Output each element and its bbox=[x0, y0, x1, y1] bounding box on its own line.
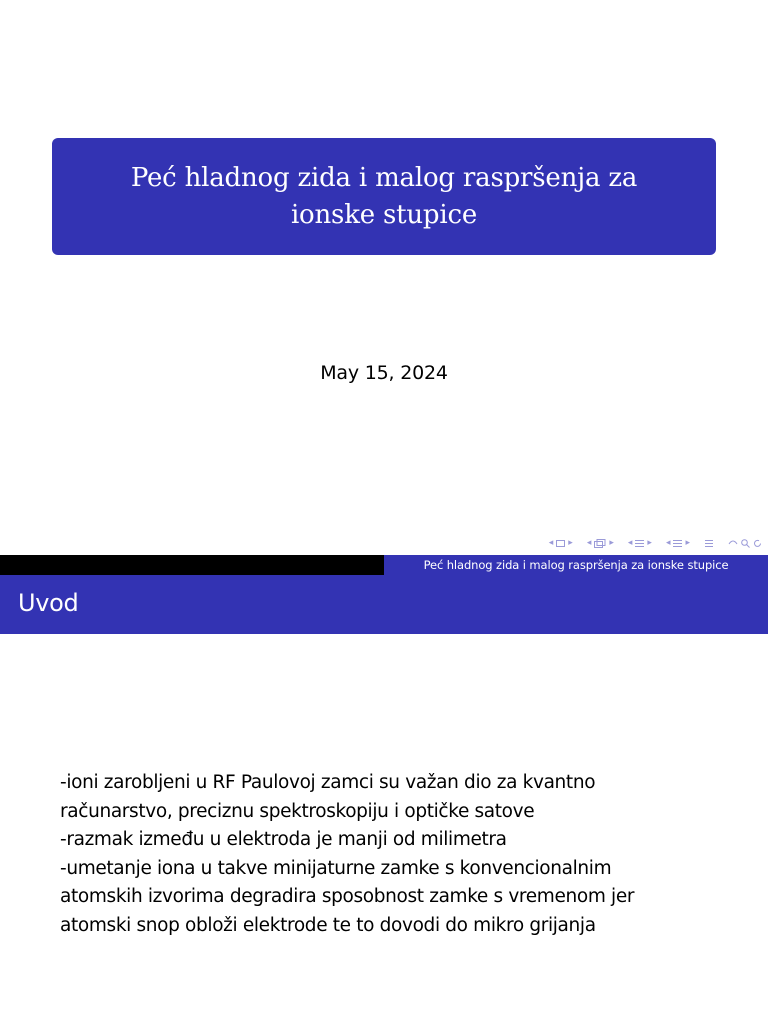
body-line: računarstvo, preciznu spektroskopiju i optičke satove bbox=[60, 800, 535, 822]
nav-search[interactable] bbox=[728, 539, 762, 548]
subsection-icon[interactable] bbox=[635, 539, 644, 548]
search-icon[interactable] bbox=[741, 539, 750, 548]
headline-bar bbox=[0, 555, 768, 575]
title-box bbox=[52, 138, 716, 255]
body-line: -razmak između u elektroda je manji od milimetra bbox=[60, 829, 507, 850]
nav-slide[interactable] bbox=[549, 538, 573, 548]
arrow-left-icon[interactable]: ◂ bbox=[548, 538, 554, 548]
refresh-icon[interactable] bbox=[753, 539, 762, 548]
arrow-left-icon[interactable]: ◂ bbox=[586, 538, 592, 548]
body-line: -ioni zarobljeni u RF Paulovoj zamci su važan dio za kvantno bbox=[60, 772, 596, 793]
presentation-date: May 15, 2024 bbox=[320, 362, 448, 384]
body-line: atomskih izvorima degradira sposobnost zamke s vremenom jer bbox=[60, 886, 635, 907]
frame-icon[interactable] bbox=[594, 539, 606, 548]
back-forward-icon[interactable] bbox=[728, 539, 738, 547]
beamer-navigation-bar bbox=[549, 537, 762, 549]
nav-frame[interactable] bbox=[587, 538, 614, 548]
nav-section[interactable] bbox=[666, 538, 690, 548]
nav-subsection[interactable] bbox=[628, 538, 652, 548]
arrow-left-icon[interactable]: ◂ bbox=[665, 538, 671, 548]
arrow-left-icon[interactable]: ◂ bbox=[627, 538, 633, 548]
frame-title: Uvod bbox=[18, 589, 79, 617]
body-line: -umetanje iona u takve minijaturne zamke s konvencionalnim bbox=[60, 857, 612, 879]
arrow-right-icon[interactable]: ▸ bbox=[568, 538, 573, 548]
slide-icon[interactable] bbox=[556, 540, 565, 547]
headline-title: Peć hladnog zida i malog raspršenja za ionske stupice bbox=[384, 555, 768, 575]
body-line: atomski snop obloži elektrode te to dovodi do mikro grijanja bbox=[60, 914, 596, 936]
nav-document[interactable] bbox=[704, 539, 714, 548]
presentation-title: Peć hladnog zida i malog raspršenja za ionske stupice bbox=[130, 162, 638, 230]
arrow-right-icon[interactable]: ▸ bbox=[609, 538, 614, 548]
arrow-right-icon[interactable]: ▸ bbox=[685, 538, 690, 548]
content-slide bbox=[0, 555, 768, 1024]
document-icon[interactable] bbox=[704, 539, 714, 548]
slide-body bbox=[60, 769, 740, 940]
arrow-right-icon[interactable]: ▸ bbox=[647, 538, 652, 548]
frame-title-bar bbox=[0, 575, 768, 634]
section-icon[interactable] bbox=[673, 539, 682, 548]
